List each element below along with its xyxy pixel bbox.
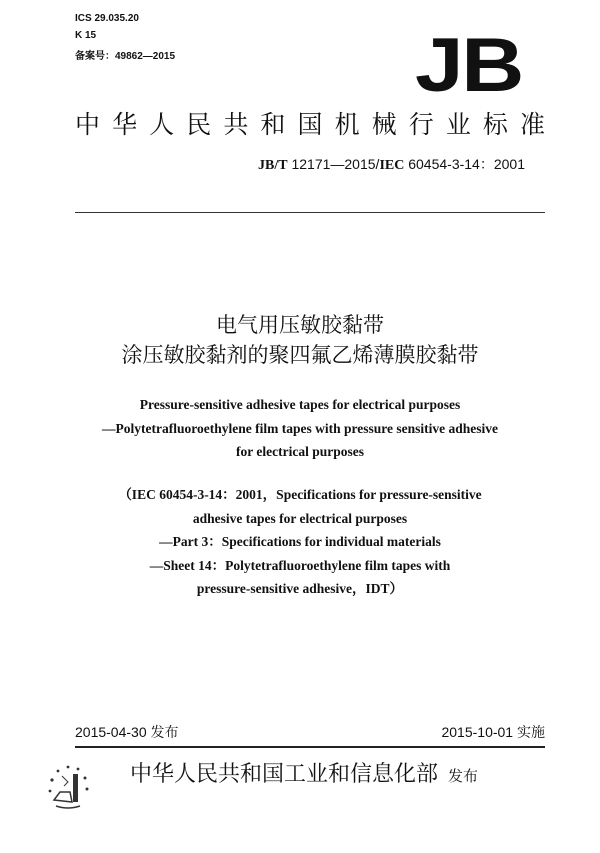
iec-line: adhesive tapes for electrical purposes — [192, 510, 408, 526]
jb-logo: JB — [415, 23, 523, 108]
footer-divider — [75, 746, 545, 748]
iec-number: 60454-3-14：2001 — [404, 156, 525, 172]
std-number: 12171—2015/ — [287, 156, 380, 172]
iec-line: （IEC 60454-3-14：2001，Specifications for pressure-sensitive — [118, 487, 482, 502]
title-en-line: —Polytetrafluoroethylene film tapes with pressure sensitive adhesive — [102, 420, 498, 436]
title-cn-line1: 电气用压敏胶黏带 — [216, 313, 384, 337]
title-cn-line2: 涂压敏胶黏剂的聚四氟乙烯薄膜胶黏带 — [121, 343, 479, 367]
title-en — [0, 393, 600, 464]
standard-number — [258, 154, 525, 174]
iec-line: pressure-sensitive adhesive，IDT） — [196, 581, 404, 596]
title-en-line: Pressure-sensitive adhesive tapes for electrical purposes — [139, 397, 461, 412]
ccs-code: K 15 — [75, 30, 97, 41]
issue-date: 2015-04-30 发布 — [75, 724, 179, 740]
divider — [75, 212, 545, 213]
iec-line: —Sheet 14：Polytetrafluoroethylene film tapes with — [149, 557, 451, 573]
ministry-emblem-icon — [46, 762, 91, 812]
std-prefix: JB/T — [258, 158, 288, 173]
dates-row — [75, 722, 545, 742]
issuer-name: 中华人民共和国工业和信息化部 — [130, 762, 439, 787]
iec-prefix: IEC — [379, 158, 405, 173]
effective-date: 2015-10-01 实施 — [441, 724, 545, 740]
issuing-authority — [130, 757, 478, 788]
standard-category: 中华人民共和国机械行业标准 — [75, 110, 545, 139]
record-number: 备案号：49862—2015 — [75, 51, 176, 62]
iec-line: —Part 3：Specifications for individual materials — [159, 534, 441, 549]
ics-code: ICS 29.035.20 — [75, 13, 139, 24]
issuer-suffix: 发布 — [448, 767, 479, 785]
iec-reference — [0, 483, 600, 601]
title-en-line: for electrical purposes — [236, 444, 364, 459]
